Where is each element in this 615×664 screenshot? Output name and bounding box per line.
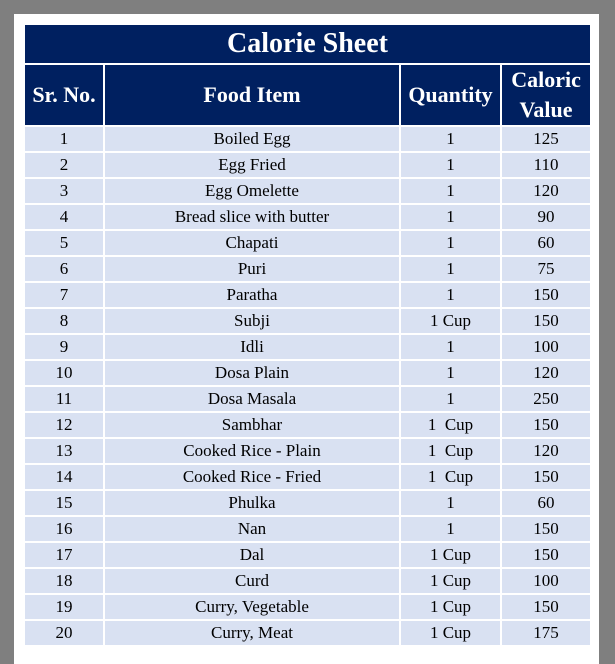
quantity-cell: 1 Cup [400,620,501,646]
food-item-cell: Paratha [104,282,400,308]
sr-no-cell: 19 [24,594,104,620]
sheet-title: Calorie Sheet [24,24,591,64]
food-item-cell: Subji [104,308,400,334]
sr-no-cell: 1 [24,126,104,152]
sr-no-cell: 12 [24,412,104,438]
sr-no-cell: 6 [24,256,104,282]
food-item-cell: Curry, Vegetable [104,594,400,620]
table-row [24,412,591,438]
quantity-cell: 1 Cup [400,464,501,490]
table-row [24,282,591,308]
quantity-cell: 1 [400,282,501,308]
caloric-value-cell: 120 [501,360,591,386]
quantity-cell: 1 [400,204,501,230]
caloric-value-cell: 150 [501,282,591,308]
quantity-cell: 1 [400,256,501,282]
caloric-value-cell: 75 [501,256,591,282]
table-row [24,386,591,412]
quantity-cell: 1 [400,178,501,204]
food-item-cell: Dosa Masala [104,386,400,412]
table-row [24,594,591,620]
food-item-cell: Egg Omelette [104,178,400,204]
sr-no-cell: 18 [24,568,104,594]
quantity-cell: 1 Cup [400,438,501,464]
sr-no-cell: 9 [24,334,104,360]
sr-no-cell: 2 [24,152,104,178]
sr-no-cell: 20 [24,620,104,646]
sr-no-cell: 5 [24,230,104,256]
caloric-value-cell: 250 [501,386,591,412]
table-row [24,464,591,490]
quantity-cell: 1 [400,152,501,178]
food-item-cell: Dosa Plain [104,360,400,386]
table-row [24,542,591,568]
table-row [24,620,591,646]
caloric-value-cell: 120 [501,178,591,204]
sr-no-cell: 4 [24,204,104,230]
table-body [24,126,591,646]
caloric-value-cell: 60 [501,490,591,516]
sr-no-cell: 11 [24,386,104,412]
food-item-cell: Egg Fried [104,152,400,178]
table-row [24,438,591,464]
calorie-table [23,23,592,647]
table-row [24,230,591,256]
sr-no-cell: 10 [24,360,104,386]
table-row [24,568,591,594]
food-item-cell: Cooked Rice - Plain [104,438,400,464]
calorie-sheet [23,23,590,647]
caloric-value-cell: 100 [501,334,591,360]
food-item-cell: Phulka [104,490,400,516]
caloric-value-cell: 60 [501,230,591,256]
quantity-cell: 1 [400,334,501,360]
caloric-value-cell: 150 [501,594,591,620]
caloric-value-cell: 150 [501,308,591,334]
quantity-cell: 1 [400,360,501,386]
caloric-value-cell: 110 [501,152,591,178]
quantity-cell: 1 [400,490,501,516]
food-item-cell: Chapati [104,230,400,256]
caloric-value-cell: 120 [501,438,591,464]
sr-no-cell: 17 [24,542,104,568]
caloric-value-cell: 90 [501,204,591,230]
caloric-value-cell: 150 [501,516,591,542]
quantity-cell: 1 [400,230,501,256]
sr-no-cell: 13 [24,438,104,464]
title-row [24,24,591,64]
table-row [24,490,591,516]
food-item-cell: Curd [104,568,400,594]
table-row [24,126,591,152]
food-item-cell: Dal [104,542,400,568]
sr-no-cell: 8 [24,308,104,334]
column-header-quantity: Quantity [400,64,501,126]
table-row [24,204,591,230]
table-row [24,178,591,204]
table-row [24,516,591,542]
quantity-cell: 1 Cup [400,568,501,594]
caloric-value-cell: 125 [501,126,591,152]
sr-no-cell: 7 [24,282,104,308]
sr-no-cell: 14 [24,464,104,490]
quantity-cell: 1 [400,126,501,152]
caloric-value-cell: 150 [501,542,591,568]
table-row [24,308,591,334]
quantity-cell: 1 [400,516,501,542]
quantity-cell: 1 Cup [400,594,501,620]
food-item-cell: Curry, Meat [104,620,400,646]
caloric-value-cell: 175 [501,620,591,646]
header-row [24,64,591,126]
quantity-cell: 1 Cup [400,308,501,334]
quantity-cell: 1 [400,386,501,412]
caloric-value-cell: 100 [501,568,591,594]
caloric-value-cell: 150 [501,412,591,438]
table-row [24,334,591,360]
food-item-cell: Puri [104,256,400,282]
quantity-cell: 1 Cup [400,542,501,568]
food-item-cell: Cooked Rice - Fried [104,464,400,490]
quantity-cell: 1 Cup [400,412,501,438]
sr-no-cell: 15 [24,490,104,516]
food-item-cell: Sambhar [104,412,400,438]
table-row [24,256,591,282]
column-header-caloric-value: Caloric Value [501,64,591,126]
food-item-cell: Boiled Egg [104,126,400,152]
food-item-cell: Nan [104,516,400,542]
column-header-sr-no: Sr. No. [24,64,104,126]
table-row [24,152,591,178]
food-item-cell: Bread slice with butter [104,204,400,230]
food-item-cell: Idli [104,334,400,360]
sr-no-cell: 16 [24,516,104,542]
table-row [24,360,591,386]
document-page [14,14,599,664]
sr-no-cell: 3 [24,178,104,204]
caloric-value-cell: 150 [501,464,591,490]
column-header-food-item: Food Item [104,64,400,126]
